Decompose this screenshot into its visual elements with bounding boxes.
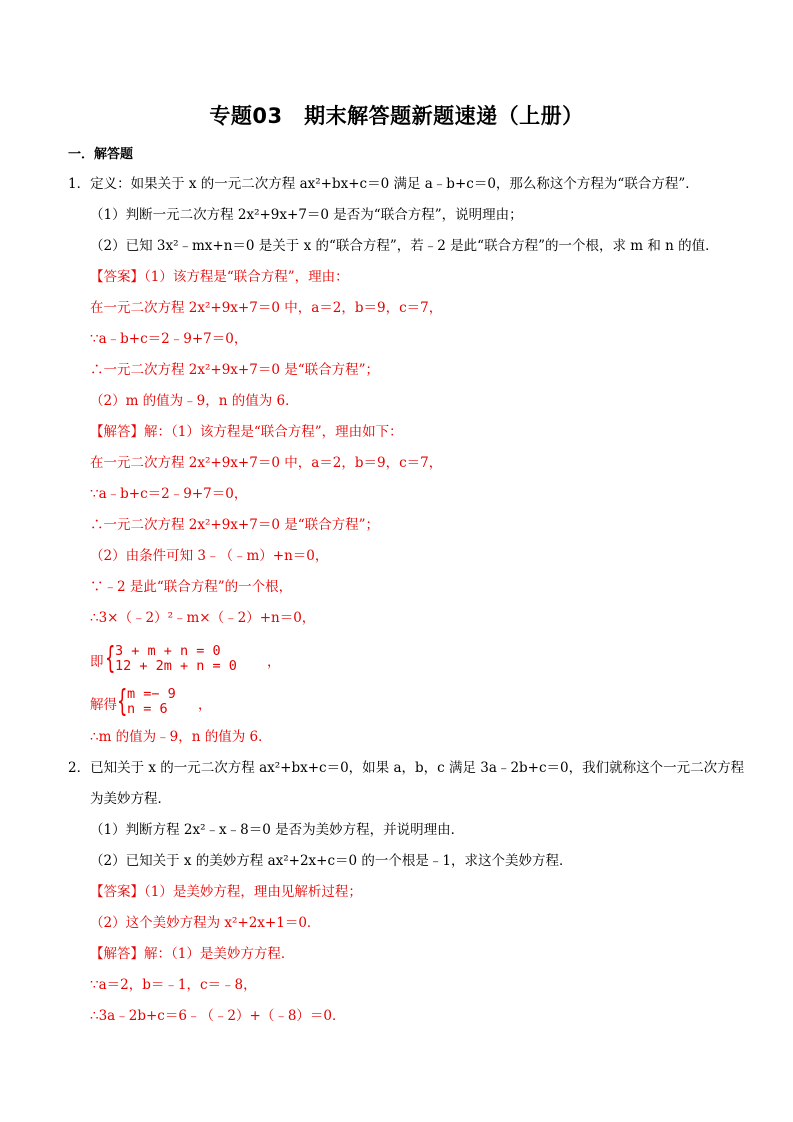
- solution-line: ∵a＝2，b＝﹣1，c＝﹣8，: [90, 977, 257, 993]
- solution-line: ∴一元二次方程 2x²+9x+7＝0 是“联合方程”；: [90, 517, 380, 533]
- solution-line: ∴3×（﹣2）²﹣m×（﹣2）+n＝0，: [90, 610, 316, 626]
- problem-2-statement: 2．已知关于 x 的一元二次方程 ax²+bx+c＝0，如果 a，b，c 满足 3a﹣2b+c＝0，我们就称这个一元二次方程: [68, 760, 745, 776]
- problem-2-statement-cont: 为美妙方程．: [90, 791, 171, 807]
- solution-line: ∵a﹣b+c＝2﹣9+7＝0，: [90, 486, 248, 502]
- solution-tag-2: 【解答】解：（1）是美妙方方程．: [90, 946, 295, 962]
- answer-line: ∵a﹣b+c＝2﹣9+7＝0，: [90, 331, 248, 347]
- answer-line: 在一元二次方程 2x²+9x+7＝0 中，a＝2，b＝9，c＝7，: [90, 300, 443, 316]
- system-prefix: 解得: [90, 697, 117, 713]
- system-equation: n = 6: [127, 701, 168, 717]
- section-heading: 一．解答题: [68, 147, 134, 162]
- answer-tag-2: 【答案】（1）是美妙方程，理由见解析过程；: [90, 884, 362, 900]
- answer-line: ∴一元二次方程 2x²+9x+7＝0 是“联合方程”；: [90, 362, 380, 378]
- solution-line: ∴m 的值为﹣9，n 的值为 6．: [90, 729, 272, 745]
- system-suffix: ，: [198, 697, 212, 713]
- system-equation: 12 + 2m + n = 0: [115, 658, 237, 674]
- system-prefix: 即: [90, 654, 104, 670]
- solution-tag-1: 【解答】解：（1）该方程是“联合方程”，理由如下：: [90, 424, 403, 440]
- solution-line: ∵﹣2 是此“联合方程”的一个根，: [90, 579, 293, 595]
- brace-symbol: {: [117, 684, 128, 719]
- system-equation: m =− 9: [127, 686, 176, 702]
- answer-tag-1: 【答案】（1）该方程是“联合方程”，理由：: [90, 269, 349, 285]
- brace-symbol: {: [105, 641, 116, 676]
- system-suffix: ，: [267, 654, 281, 670]
- solution-line: 在一元二次方程 2x²+9x+7＝0 中，a＝2，b＝9，c＝7，: [90, 455, 443, 471]
- page-title: 专题03 期末解答题新题速递（上册）: [209, 104, 584, 128]
- system-equation: 3 + m + n = 0: [115, 643, 221, 659]
- problem-2-part-2: （2）已知关于 x 的美妙方程 ax²+2x+c＝0 的一个根是﹣1，求这个美妙方程．: [90, 853, 573, 869]
- solution-line: ∴3a﹣2b+c＝6﹣（﹣2）+（﹣8）＝0．: [90, 1008, 346, 1024]
- answer-line: （2）m 的值为﹣9，n 的值为 6．: [90, 393, 299, 409]
- problem-1-part-2: （2）已知 3x²﹣mx+n＝0 是关于 x 的“联合方程”，若﹣2 是此“联合方程”的一个根，求 m 和 n 的值．: [90, 238, 719, 254]
- problem-1-statement: 1．定义：如果关于 x 的一元二次方程 ax²+bx+c＝0 满足 a﹣b+c＝0，那么称这个方程为“联合方程”．: [68, 176, 699, 192]
- problem-1-part-1: （1）判断一元二次方程 2x²+9x+7＝0 是否为“联合方程”，说明理由；: [90, 207, 523, 223]
- answer-line: （2）这个美妙方程为 x²+2x+1＝0．: [90, 915, 321, 931]
- problem-2-part-1: （1）判断方程 2x²﹣x﹣8＝0 是否为美妙方程，并说明理由．: [90, 822, 465, 838]
- solution-line: （2）由条件可知 3﹣（﹣m）+n＝0，: [90, 548, 329, 564]
